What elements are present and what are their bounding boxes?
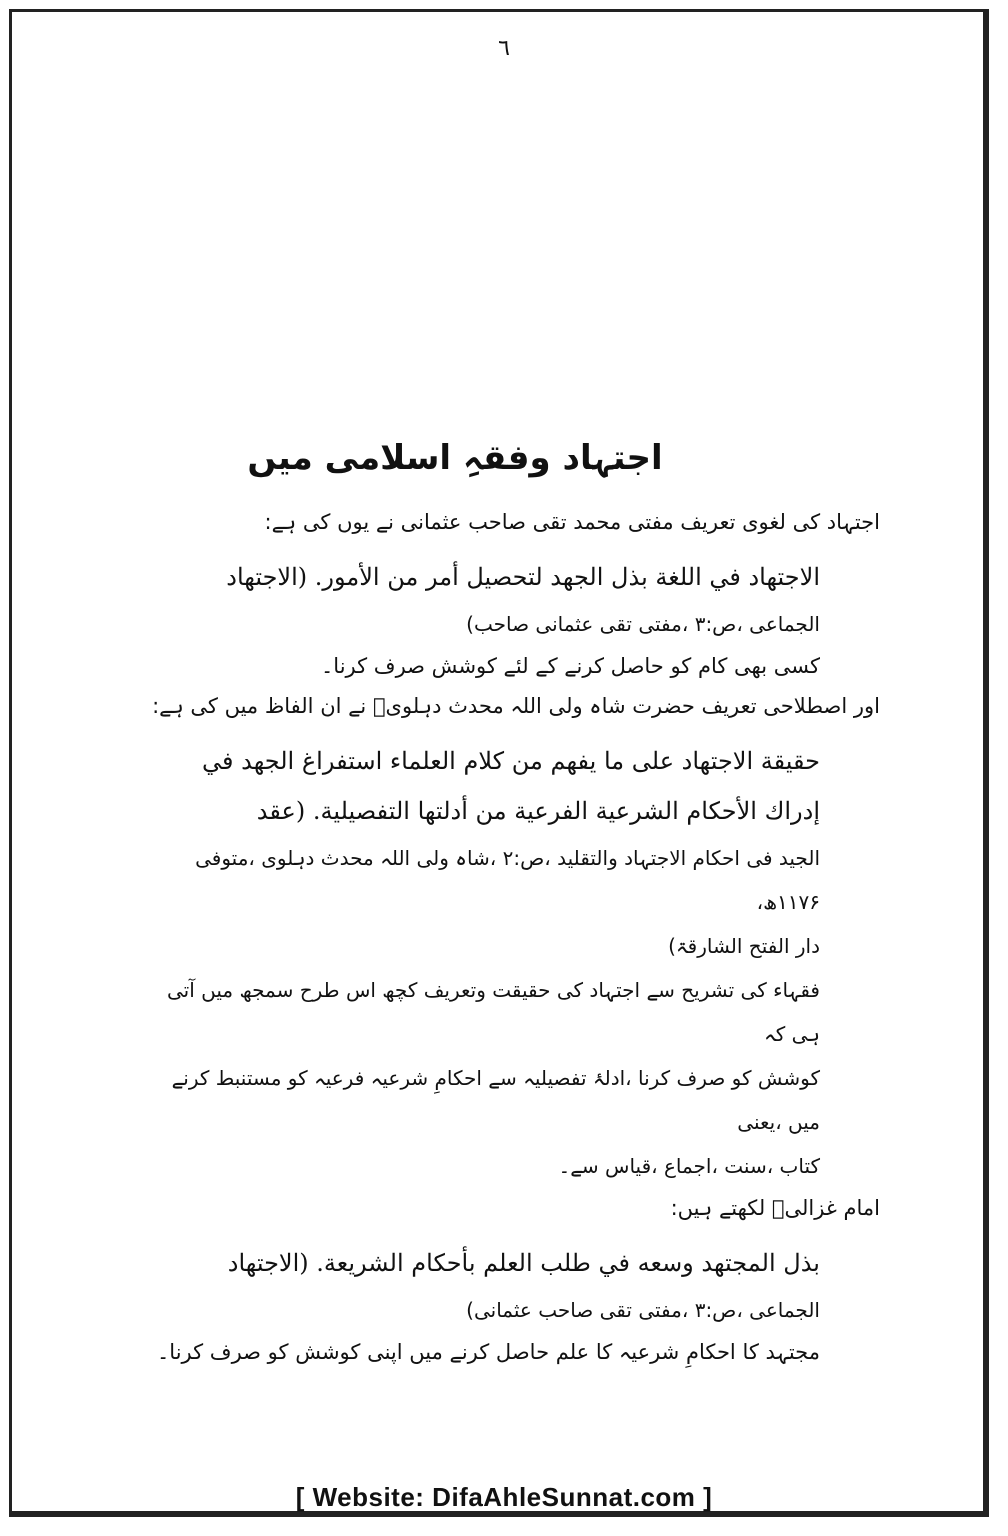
urdu-explanation-2c: کتاب ،سنت ،اجماع ،قیاس سے۔ (558, 1154, 820, 1178)
arabic-quote-1: الاجتهاد في اللغة بذل الجهد لتحصيل أمر من الأمور. (الاجتهاد (226, 563, 820, 591)
quote-block-2 (150, 736, 820, 1188)
page-heading: اجتہاد وفقہِ اسلامی میں (247, 438, 663, 478)
citation-2a: الجید فی احکام الاجتہاد والتقلید ،ص:۲ ،شاہ ولی اللہ محدث دہلوی ،متوفی ۱۱۷۶ھ، (195, 846, 820, 914)
citation-2b: دار الفتح الشارقۃ) (668, 934, 820, 958)
urdu-translation-1: کسی بھی کام کو حاصل کرنے کے لئے کوشش صرف کرنا۔ (321, 654, 820, 678)
intro-linguistic-definition: اجتہاد کی لغوی تعریف مفتی محمد تقی صاحب عثمانی نے یوں کی ہے: (264, 510, 880, 534)
urdu-explanation-2a: فقہاء کی تشریح سے اجتہاد کی حقیقت وتعریف کچھ اس طرح سمجھ میں آتی ہی کہ (167, 978, 820, 1046)
website-footer: [ Website: DifaAhleSunnat.com ] (295, 1482, 713, 1512)
quote-block-1 (150, 552, 820, 686)
urdu-explanation-2b: کوشش کو صرف کرنا ،ادلۂ تفصیلیہ سے احکامِ شرعیہ فرعیہ کو مستنبط کرنے میں ،یعنی (171, 1066, 820, 1134)
citation-3: الجماعی ،ص:۳ ،مفتی تقی صاحب عثمانی) (466, 1298, 820, 1322)
urdu-translation-3: مجتہد کا احکامِ شرعیہ کا علم حاصل کرنے میں اپنی کوشش کو صرف کرنا۔ (157, 1340, 820, 1364)
quote-block-3 (150, 1238, 820, 1372)
page-content (150, 432, 880, 1372)
arabic-quote-2b: إدراك الأحكام الشرعية الفرعية من أدلتها التفصيلية. (عقد (256, 797, 820, 825)
citation-1: الجماعی ،ص:۳ ،مفتی تقی عثمانی صاحب) (466, 612, 820, 636)
page-number: ٦ (498, 36, 510, 61)
intro-ghazali: امام غزالیؒ لکھتے ہیں: (670, 1196, 880, 1220)
arabic-quote-3: بذل المجتهد وسعه في طلب العلم بأحكام الشريعة. (الاجتهاد (227, 1249, 820, 1277)
intro-technical-definition: اور اصطلاحی تعریف حضرت شاہ ولی اللہ محدث دہلویؒ نے ان الفاظ میں کی ہے: (152, 694, 880, 718)
arabic-quote-2a: حقيقة الاجتهاد على ما يفهم من كلام العلماء استفراغ الجهد في (201, 747, 820, 775)
